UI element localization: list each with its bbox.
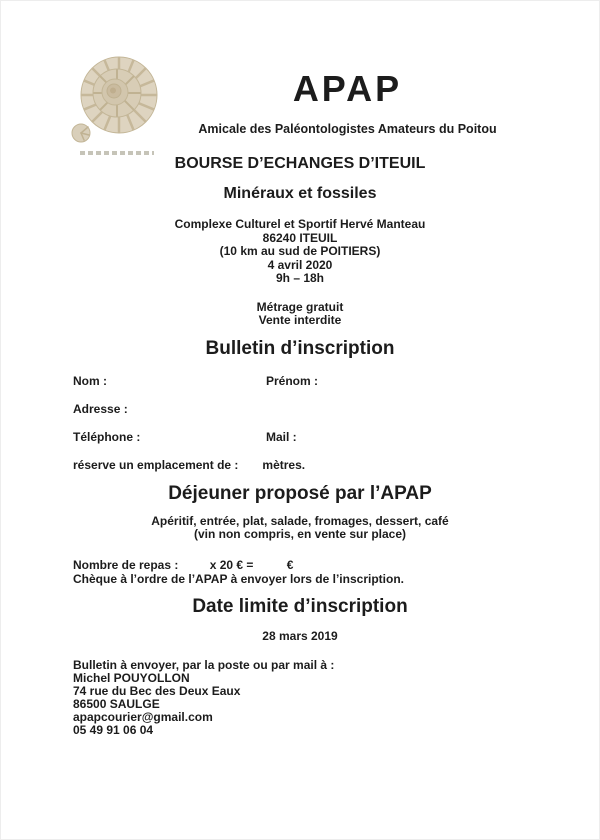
adresse-label: Adresse : bbox=[73, 401, 128, 416]
logo-caption bbox=[80, 151, 154, 155]
form-row-phone-mail bbox=[73, 431, 599, 443]
org-subtitle: Amicale des Paléontologistes Amateurs du Poitou bbox=[198, 122, 497, 136]
telephone-label: Téléphone : bbox=[73, 429, 141, 444]
venue-line: Complexe Culturel et Sportif Hervé Manteau bbox=[174, 217, 426, 231]
nom-label: Nom : bbox=[73, 373, 107, 388]
contact-block bbox=[1, 659, 599, 737]
header bbox=[1, 1, 599, 151]
note-line: Vente interdite bbox=[258, 313, 342, 327]
event-hours: 9h – 18h bbox=[275, 271, 325, 285]
lunch-menu-block bbox=[1, 515, 599, 542]
contact-email: apapcourier@gmail.com bbox=[73, 709, 213, 724]
form-row-emplacement bbox=[73, 459, 599, 471]
prenom-label: Prénom : bbox=[266, 373, 319, 388]
venue-line: 86240 ITEUIL bbox=[262, 230, 338, 245]
form-row-address bbox=[73, 403, 599, 415]
cheque-note: Chèque à l’ordre de l’APAP à envoyer lors de l’inscription. bbox=[73, 571, 404, 586]
lunch-heading: Déjeuner proposé par l’APAP bbox=[168, 482, 432, 504]
deadline-date: 28 mars 2019 bbox=[262, 628, 338, 643]
contact-name: Michel POUYOLLON bbox=[73, 670, 190, 685]
ammonite-icon bbox=[67, 49, 167, 149]
repas-block bbox=[1, 558, 599, 586]
notes-block bbox=[1, 301, 599, 328]
contact-phone: 05 49 91 06 04 bbox=[73, 722, 154, 737]
contact-intro: Bulletin à envoyer, par la poste ou par mail à : bbox=[73, 657, 335, 672]
deadline-heading: Date limite d’inscription bbox=[192, 595, 408, 617]
repas-total-currency: € bbox=[286, 557, 294, 572]
venue-block bbox=[1, 218, 599, 286]
menu-note: (vin non compris, en vente sur place) bbox=[193, 527, 407, 541]
form-heading: Bulletin d’inscription bbox=[205, 337, 395, 359]
repas-label: Nombre de repas : bbox=[73, 557, 179, 572]
event-date: 4 avril 2020 bbox=[267, 257, 333, 272]
note-line: Métrage gratuit bbox=[256, 299, 344, 314]
ammonite-logo bbox=[61, 49, 173, 155]
event-title: BOURSE D’ECHANGES D’ITEUIL bbox=[174, 155, 426, 172]
menu-line: Apéritif, entrée, plat, salade, fromages, dessert, café bbox=[151, 513, 449, 528]
registration-form bbox=[1, 375, 599, 471]
venue-line: (10 km au sud de POITIERS) bbox=[219, 244, 381, 258]
org-title: APAP bbox=[292, 68, 403, 109]
mail-label: Mail : bbox=[266, 429, 297, 444]
form-row-name bbox=[73, 375, 599, 387]
emplacement-label: réserve un emplacement de : bbox=[73, 457, 239, 472]
repas-price: x 20 € = bbox=[209, 557, 254, 572]
metres-label: mètres. bbox=[262, 457, 306, 472]
event-subtitle: Minéraux et fossiles bbox=[223, 185, 377, 202]
contact-city: 86500 SAULGE bbox=[73, 696, 160, 711]
contact-street: 74 rue du Bec des Deux Eaux bbox=[73, 683, 241, 698]
repas-line bbox=[73, 558, 599, 572]
